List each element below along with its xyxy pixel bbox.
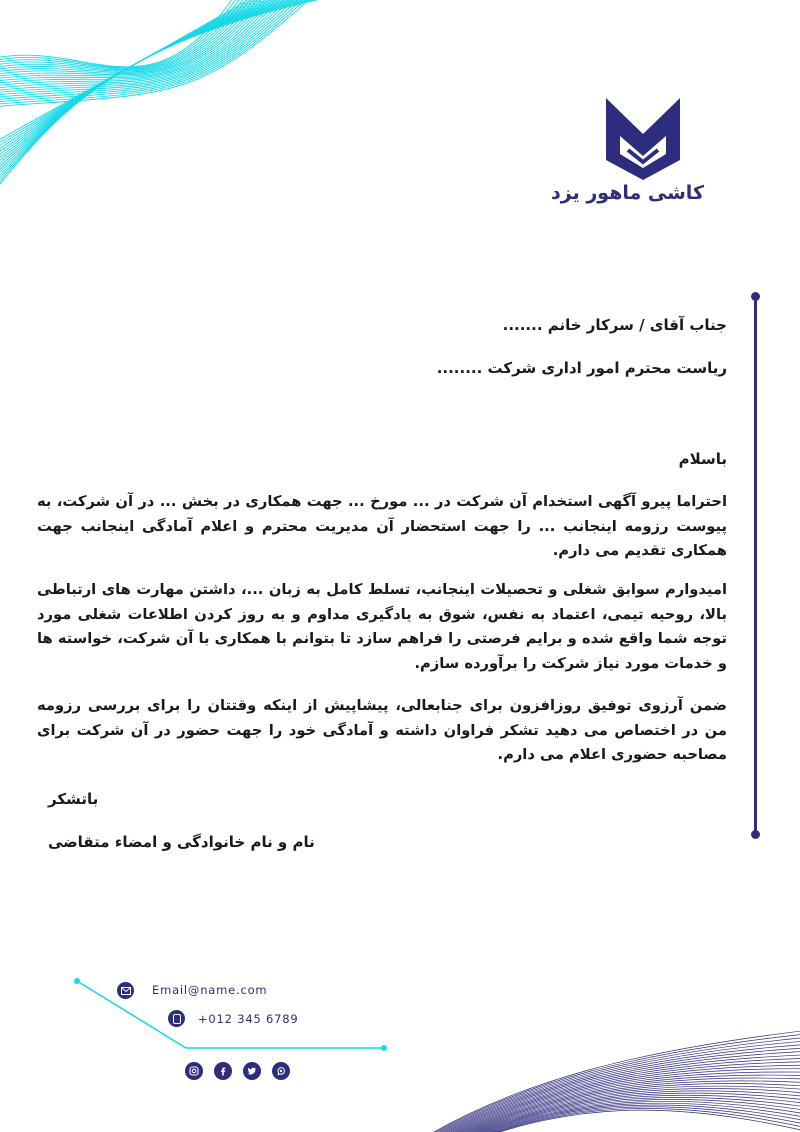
signature-line: نام و نام خانوادگی و امضاء متقاضی: [48, 833, 315, 851]
greeting: باسلام: [678, 450, 727, 468]
instagram-icon[interactable]: [185, 1062, 203, 1080]
phone-icon: [168, 1010, 185, 1027]
email-text[interactable]: Email@name.com: [152, 983, 268, 997]
whatsapp-icon[interactable]: [272, 1062, 290, 1080]
paragraph-1: احتراما پیرو آگهی استخدام آن شرکت در ... مورخ ... جهت همکاری در بخش ... در آن شرکت، به پیوست رزومه اینجانب ... را جهت استحضار آن مدیریت محترم و اعلام آمادگی اینجانب جهت همکاری تقدیم می دارم.: [37, 493, 727, 559]
twitter-icon[interactable]: [243, 1062, 261, 1080]
phone-text[interactable]: +012 345 6789: [198, 1012, 299, 1026]
facebook-icon[interactable]: [214, 1062, 232, 1080]
paragraph-2: امیدوارم سوابق شغلی و تحصیلات اینجانب، تسلط کامل به زبان ...، داشتن مهارت های ارتباطی بالا، روحیه تیمی، اعتماد به نفس، شوق به یادگیری مداوم و به روز کردن اطلاعات شغلی مورد توجه شما واقع شده و برایم فرصتی را فراهم سازد تا بتوانم با همکاری با آن شرکت، خواسته ها و خدمات مورد نیاز شرکت را برآورده سازم.: [37, 581, 727, 672]
email-icon: [117, 982, 134, 999]
recipient-line-1: جناب آقای / سرکار خانم .......: [502, 316, 727, 334]
paragraph-3: ضمن آرزوی توفیق روزافزون برای جنابعالی، پیشاپیش از اینکه وقتتان را برای بررسی رزومه من در اختصاص می دهید تشکر فراوان داشته و آمادگی خود را جهت حضور در آن شرکت برای مصاحبه حضوری اعلام می دارم.: [37, 697, 727, 763]
recipient-line-2: ریاست محترم امور اداری شرکت ........: [436, 359, 727, 377]
company-name: کاشی ماهور یزد: [551, 182, 704, 204]
closing: باتشکر: [48, 790, 99, 808]
